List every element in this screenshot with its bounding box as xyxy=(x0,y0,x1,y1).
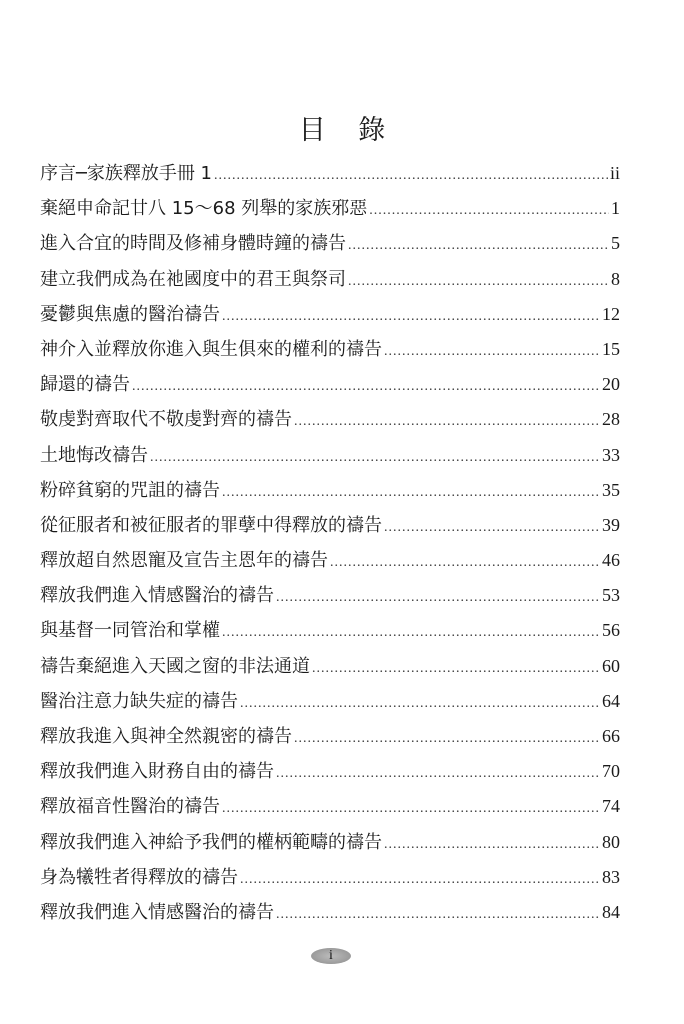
toc-entry-page: 83 xyxy=(602,866,620,887)
toc-entry-title: 敬虔對齊取代不敬虔對齊的禱告 xyxy=(40,409,292,431)
toc-entry[interactable] xyxy=(40,578,620,613)
toc-leader-dots xyxy=(294,404,600,439)
toc-leader-dots xyxy=(348,228,609,263)
toc-entry[interactable] xyxy=(40,613,620,648)
toc-leader-dots xyxy=(330,545,600,580)
toc-leader-dots xyxy=(132,369,600,404)
toc-entry-page: 84 xyxy=(602,901,620,922)
toc-entry[interactable] xyxy=(40,226,620,261)
toc-entry[interactable] xyxy=(40,262,620,297)
toc-leader-dots xyxy=(312,651,600,686)
toc-entry-page: 74 xyxy=(602,796,620,817)
toc-entry[interactable] xyxy=(40,825,620,860)
toc-entry-title: 從征服者和被征服者的罪孽中得釋放的禱告 xyxy=(40,514,382,536)
toc-entry-page: 66 xyxy=(602,726,620,746)
toc-entry-page: 28 xyxy=(602,409,620,430)
toc-entry-page: 39 xyxy=(602,514,620,535)
toc-entry-page: 70 xyxy=(602,761,620,782)
toc-entry-page: 12 xyxy=(602,303,620,324)
toc-entry-title: 土地悔改禱告 xyxy=(40,444,148,466)
toc-entry-page: 33 xyxy=(602,444,620,465)
toc-entry-title: 進入合宜的時間及修補身體時鐘的禱告 xyxy=(40,233,346,255)
toc-entry-title: 棄絕申命記廿八 15～68 列舉的家族邪惡 xyxy=(40,198,368,220)
toc-leader-dots xyxy=(240,686,600,721)
toc-leader-dots xyxy=(240,862,600,897)
page-title: 目 錄 xyxy=(298,115,398,146)
toc-entry-page: 8 xyxy=(611,268,620,289)
toc-entry-title: 序言─家族釋放手冊 1 xyxy=(40,163,213,184)
toc-entry-title: 釋放我們進入財務自由的禱告 xyxy=(40,761,274,783)
toc-entry-title: 釋放我進入與神全然親密的禱告 xyxy=(40,726,292,747)
toc-leader-dots xyxy=(276,897,600,932)
toc-entry-title: 建立我們成為在祂國度中的君王與祭司 xyxy=(40,268,346,290)
toc-leader-dots xyxy=(222,475,600,510)
toc-entry-title: 釋放福音性醫治的禱告 xyxy=(40,796,220,818)
toc-entry[interactable] xyxy=(40,754,620,789)
toc-entry[interactable] xyxy=(40,332,620,367)
toc-entry-title: 釋放我們進入神給予我們的權柄範疇的禱告 xyxy=(40,831,382,853)
toc-leader-dots xyxy=(369,193,609,228)
toc-entry-title: 禱告棄絕進入天國之窗的非法通道 xyxy=(40,655,310,677)
toc-entry[interactable] xyxy=(40,191,620,226)
toc-entry-page: ii xyxy=(609,163,620,183)
toc-entry-title: 身為犧牲者得釋放的禱告 xyxy=(40,866,238,888)
table-of-contents xyxy=(40,156,620,930)
toc-entry-page: 20 xyxy=(602,374,620,395)
toc-entry-page: 35 xyxy=(602,479,620,500)
toc-entry-title: 釋放超自然恩寵及宣告主恩年的禱告 xyxy=(40,550,328,572)
toc-entry-title: 神介入並釋放你進入與生俱來的權利的禱告 xyxy=(40,338,382,360)
toc-entry-page: 80 xyxy=(602,831,620,852)
toc-entry[interactable] xyxy=(40,473,620,508)
toc-entry[interactable] xyxy=(40,684,620,719)
toc-entry-title: 歸還的禱告 xyxy=(40,374,130,396)
toc-entry[interactable] xyxy=(40,297,620,332)
toc-entry-page: 60 xyxy=(602,655,620,676)
toc-entry-page: 53 xyxy=(602,585,620,606)
toc-entry[interactable] xyxy=(40,367,620,402)
toc-leader-dots xyxy=(384,827,600,862)
toc-entry-page: 46 xyxy=(602,550,620,571)
toc-entry-title: 粉碎貧窮的咒詛的禱告 xyxy=(40,479,220,501)
toc-leader-dots xyxy=(214,158,608,193)
toc-entry[interactable] xyxy=(40,860,620,895)
toc-entry-page: 56 xyxy=(602,620,620,641)
toc-leader-dots xyxy=(222,791,600,826)
toc-leader-dots xyxy=(222,299,600,334)
toc-entry-page: 1 xyxy=(611,198,620,219)
toc-entry[interactable] xyxy=(40,438,620,473)
toc-leader-dots xyxy=(150,440,600,475)
toc-entry[interactable] xyxy=(40,895,620,930)
toc-entry[interactable] xyxy=(40,649,620,684)
toc-entry-page: 15 xyxy=(602,338,620,359)
toc-entry-page: 5 xyxy=(611,233,620,254)
toc-entry[interactable] xyxy=(40,719,620,754)
toc-leader-dots xyxy=(384,334,600,369)
toc-entry-page: 64 xyxy=(602,690,620,711)
toc-entry-title: 醫治注意力缺失症的禱告 xyxy=(40,690,238,712)
toc-entry-title: 釋放我們進入情感醫治的禱告 xyxy=(40,901,274,923)
toc-entry-title: 與基督一同管治和掌權 xyxy=(40,620,220,642)
toc-entry[interactable] xyxy=(40,789,620,824)
toc-entry-title: 憂鬱與焦慮的醫治禱告 xyxy=(40,303,220,325)
toc-leader-dots xyxy=(294,721,600,756)
toc-entry[interactable] xyxy=(40,508,620,543)
toc-leader-dots xyxy=(222,615,600,650)
toc-leader-dots xyxy=(276,580,600,615)
toc-entry-title: 釋放我們進入情感醫治的禱告 xyxy=(40,585,274,607)
toc-entry[interactable] xyxy=(40,156,620,191)
toc-leader-dots xyxy=(384,510,600,545)
toc-leader-dots xyxy=(276,756,600,791)
page-number: i xyxy=(311,948,351,964)
toc-leader-dots xyxy=(348,264,609,299)
toc-entry[interactable] xyxy=(40,402,620,437)
toc-entry[interactable] xyxy=(40,543,620,578)
